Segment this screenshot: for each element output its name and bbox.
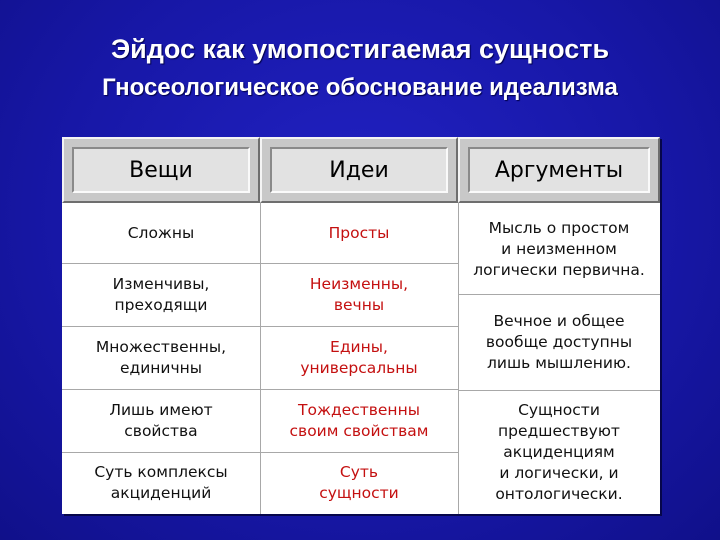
table-cell-ideas: Неизменны, вечны (309, 274, 409, 314)
header-ideas (260, 137, 458, 203)
header-things-label: Вещи (129, 157, 193, 183)
header-things (62, 137, 260, 203)
table-cell-ideas: Просты (328, 223, 390, 242)
slide-subtitle: Гносеологическое обоснование идеализма (102, 74, 618, 101)
table-cell-things: Множественны, единичны (95, 337, 227, 377)
table-cell-argument: Вечное и общее вообще доступны лишь мышлению. (485, 312, 633, 372)
header-ideas-label: Идеи (329, 157, 389, 183)
table-cell-things: Изменчивы, преходящи (112, 274, 210, 314)
table-cell-ideas: Едины, универсальны (300, 337, 418, 377)
table-cell-argument: Сущности предшествуют акциденциям и логически, и онтологически. (495, 401, 623, 503)
table-cell-argument: Мысль о простом и неизменном логически первична. (473, 219, 645, 279)
header-arguments-label: Аргументы (494, 157, 624, 183)
table-cell-things: Лишь имеют свойства (109, 400, 213, 440)
header-arguments (458, 137, 660, 203)
comparison-table (62, 137, 660, 514)
table-cell-things: Суть комплексы акциденций (94, 463, 228, 502)
table-cell-ideas: Суть сущности (319, 463, 399, 502)
slide-title: Эйдос как умопостигаемая сущность (110, 34, 610, 64)
table-cell-things: Сложны (127, 223, 195, 242)
table-cell-ideas: Тождественны своим свойствам (289, 400, 429, 440)
